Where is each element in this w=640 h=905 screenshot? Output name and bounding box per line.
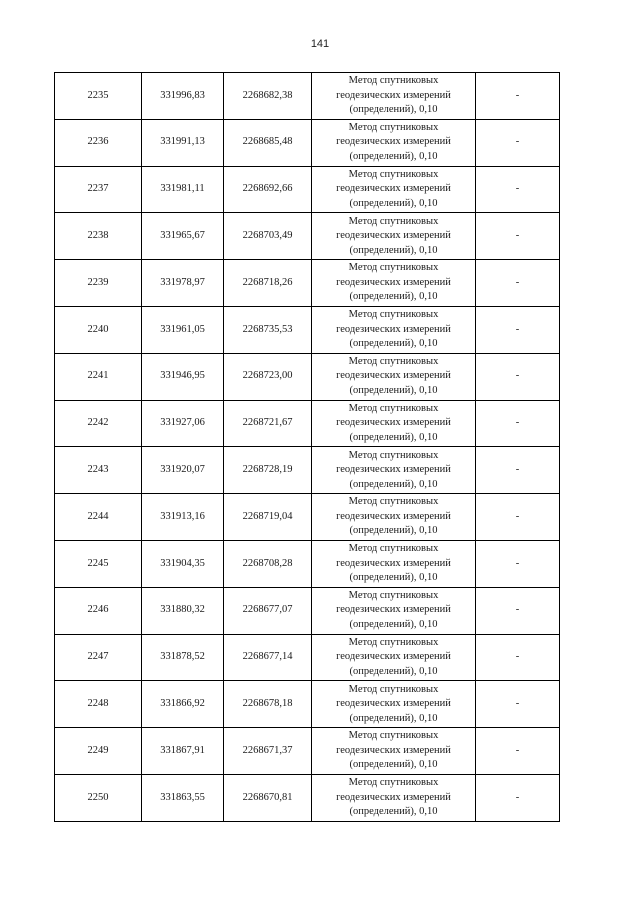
page-number: 141	[310, 38, 330, 50]
method-line: (определений), 0,10	[349, 572, 438, 584]
coordinates-table-body	[55, 73, 560, 822]
method-line: (определений), 0,10	[349, 291, 438, 303]
description-cell: -	[476, 400, 560, 447]
method-cell	[312, 400, 476, 447]
description-cell: -	[476, 540, 560, 587]
table-row	[55, 353, 560, 400]
method-line: (определений), 0,10	[349, 525, 438, 537]
coordinate-y-cell: 2268671,37	[224, 728, 312, 775]
method-line: геодезических измерений	[336, 183, 451, 195]
point-number-cell: 2247	[55, 634, 142, 681]
coordinate-x-cell: 331961,05	[142, 306, 224, 353]
coordinate-x-cell: 331866,92	[142, 681, 224, 728]
coordinate-y-cell: 2268703,49	[224, 213, 312, 260]
coordinate-y-cell: 2268682,38	[224, 73, 312, 120]
table-row	[55, 494, 560, 541]
table-row	[55, 634, 560, 681]
point-number-cell: 2245	[55, 540, 142, 587]
method-cell	[312, 447, 476, 494]
method-line: геодезических измерений	[336, 557, 451, 569]
table-row	[55, 587, 560, 634]
table-row	[55, 681, 560, 728]
coordinate-y-cell: 2268735,53	[224, 306, 312, 353]
method-line: (определений), 0,10	[349, 384, 438, 396]
method-line: (определений), 0,10	[349, 197, 438, 209]
method-cell	[312, 306, 476, 353]
table-row	[55, 400, 560, 447]
coordinate-y-cell: 2268718,26	[224, 260, 312, 307]
method-cell	[312, 260, 476, 307]
method-line: (определений), 0,10	[349, 478, 438, 490]
method-line: геодезических измерений	[336, 417, 451, 429]
method-cell	[312, 587, 476, 634]
coordinate-x-cell: 331867,91	[142, 728, 224, 775]
method-cell	[312, 213, 476, 260]
method-line: (определений), 0,10	[349, 104, 438, 116]
method-line: Метод спутниковых	[348, 730, 439, 742]
point-number-cell: 2249	[55, 728, 142, 775]
table-row	[55, 728, 560, 775]
method-line: Метод спутниковых	[348, 496, 439, 508]
coordinate-x-cell: 331904,35	[142, 540, 224, 587]
method-line: Метод спутниковых	[348, 777, 439, 789]
method-line: геодезических измерений	[336, 276, 451, 288]
method-line: геодезических измерений	[336, 230, 451, 242]
coordinate-y-cell: 2268708,28	[224, 540, 312, 587]
method-line: Метод спутниковых	[348, 589, 439, 601]
table-row	[55, 166, 560, 213]
method-line: геодезических измерений	[336, 370, 451, 382]
point-number-cell: 2242	[55, 400, 142, 447]
method-cell	[312, 119, 476, 166]
coordinate-y-cell: 2268685,48	[224, 119, 312, 166]
method-line: (определений), 0,10	[349, 806, 438, 818]
method-line: геодезических измерений	[336, 604, 451, 616]
method-line: Метод спутниковых	[348, 402, 439, 414]
description-cell: -	[476, 728, 560, 775]
coordinate-y-cell: 2268721,67	[224, 400, 312, 447]
coordinates-table	[54, 72, 560, 822]
coordinate-x-cell: 331965,67	[142, 213, 224, 260]
description-cell: -	[476, 73, 560, 120]
point-number-cell: 2239	[55, 260, 142, 307]
description-cell: -	[476, 213, 560, 260]
method-line: (определений), 0,10	[349, 759, 438, 771]
method-cell	[312, 681, 476, 728]
coordinate-x-cell: 331913,16	[142, 494, 224, 541]
method-cell	[312, 728, 476, 775]
description-cell: -	[476, 634, 560, 681]
coordinate-x-cell: 331878,52	[142, 634, 224, 681]
table-row	[55, 306, 560, 353]
coordinate-x-cell: 331978,97	[142, 260, 224, 307]
point-number-cell: 2241	[55, 353, 142, 400]
point-number-cell: 2250	[55, 774, 142, 821]
coordinate-x-cell: 331981,11	[142, 166, 224, 213]
coordinate-x-cell: 331996,83	[142, 73, 224, 120]
point-number-cell: 2244	[55, 494, 142, 541]
method-cell	[312, 540, 476, 587]
method-line: геодезических измерений	[336, 510, 451, 522]
point-number-cell: 2246	[55, 587, 142, 634]
table-row	[55, 774, 560, 821]
point-number-cell: 2235	[55, 73, 142, 120]
method-line: геодезических измерений	[336, 651, 451, 663]
method-line: геодезических измерений	[336, 791, 451, 803]
coordinate-y-cell: 2268719,04	[224, 494, 312, 541]
method-line: (определений), 0,10	[349, 338, 438, 350]
description-cell: -	[476, 119, 560, 166]
coordinate-x-cell: 331927,06	[142, 400, 224, 447]
description-cell: -	[476, 681, 560, 728]
point-number-cell: 2248	[55, 681, 142, 728]
method-line: Метод спутниковых	[348, 215, 439, 227]
coordinate-x-cell: 331946,95	[142, 353, 224, 400]
coordinate-x-cell: 331991,13	[142, 119, 224, 166]
description-cell: -	[476, 260, 560, 307]
description-cell: -	[476, 494, 560, 541]
description-cell: -	[476, 166, 560, 213]
method-cell	[312, 166, 476, 213]
method-line: Метод спутниковых	[348, 449, 439, 461]
method-line: (определений), 0,10	[349, 712, 438, 724]
method-line: (определений), 0,10	[349, 150, 438, 162]
table-row	[55, 213, 560, 260]
method-cell	[312, 774, 476, 821]
method-line: (определений), 0,10	[349, 431, 438, 443]
description-cell: -	[476, 774, 560, 821]
coordinate-x-cell: 331920,07	[142, 447, 224, 494]
method-cell	[312, 353, 476, 400]
method-cell	[312, 73, 476, 120]
table-row	[55, 540, 560, 587]
coordinate-x-cell: 331863,55	[142, 774, 224, 821]
description-cell: -	[476, 353, 560, 400]
point-number-cell: 2240	[55, 306, 142, 353]
point-number-cell: 2238	[55, 213, 142, 260]
coordinate-y-cell: 2268677,14	[224, 634, 312, 681]
method-line: Метод спутниковых	[348, 309, 439, 321]
table-row	[55, 73, 560, 120]
table-row	[55, 119, 560, 166]
point-number-cell: 2243	[55, 447, 142, 494]
coordinate-y-cell: 2268678,18	[224, 681, 312, 728]
method-line: Метод спутниковых	[348, 543, 439, 555]
method-line: (определений), 0,10	[349, 618, 438, 630]
description-cell: -	[476, 587, 560, 634]
coordinate-y-cell: 2268728,19	[224, 447, 312, 494]
method-cell	[312, 494, 476, 541]
description-cell: -	[476, 447, 560, 494]
method-line: Метод спутниковых	[348, 355, 439, 367]
coordinate-y-cell: 2268670,81	[224, 774, 312, 821]
method-line: (определений), 0,10	[349, 244, 438, 256]
method-line: геодезических измерений	[336, 744, 451, 756]
method-line: геодезических измерений	[336, 698, 451, 709]
method-line: геодезических измерений	[336, 89, 451, 101]
method-line: Метод спутниковых	[348, 121, 439, 133]
method-line: Метод спутниковых	[348, 683, 439, 695]
table-row	[55, 260, 560, 307]
method-line: (определений), 0,10	[349, 665, 438, 677]
description-cell: -	[476, 306, 560, 353]
coordinate-y-cell: 2268692,66	[224, 166, 312, 213]
coordinate-y-cell: 2268723,00	[224, 353, 312, 400]
method-line: Метод спутниковых	[348, 75, 439, 87]
method-line: Метод спутниковых	[348, 636, 439, 648]
method-line: Метод спутниковых	[348, 168, 439, 180]
method-line: геодезических измерений	[336, 136, 451, 148]
method-line: геодезических измерений	[336, 323, 451, 335]
coordinate-y-cell: 2268677,07	[224, 587, 312, 634]
method-cell	[312, 634, 476, 681]
method-line: Метод спутниковых	[348, 262, 439, 274]
point-number-cell: 2237	[55, 166, 142, 213]
coordinate-x-cell: 331880,32	[142, 587, 224, 634]
point-number-cell: 2236	[55, 119, 142, 166]
table-row	[55, 447, 560, 494]
method-line: геодезических измерений	[336, 464, 451, 476]
